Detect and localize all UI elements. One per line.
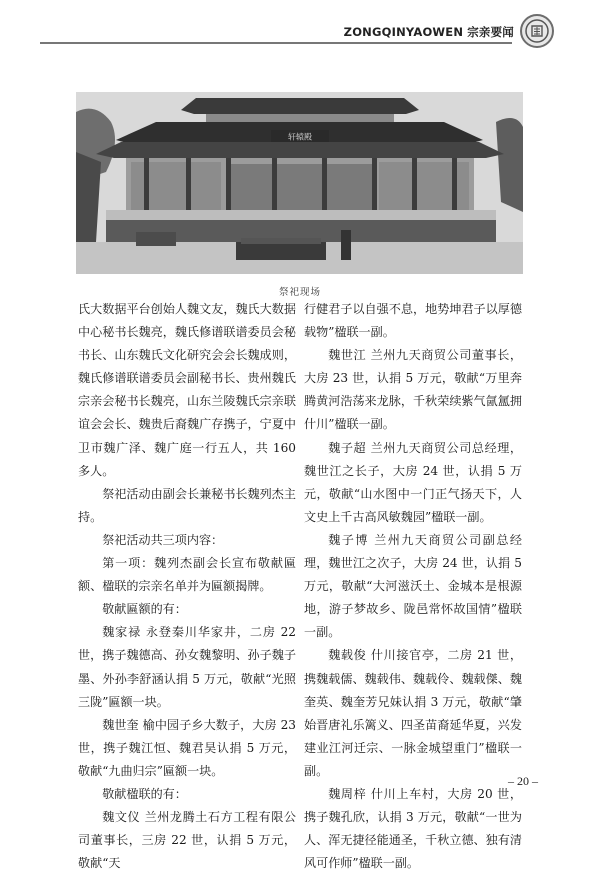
article-paragraph: 祭祀活动由副会长兼秘书长魏列杰主持。 — [78, 486, 296, 524]
left-text-column — [78, 298, 296, 875]
header-title-chinese: 宗亲要闻 — [467, 25, 514, 39]
article-paragraph: 魏载俊 什川接官亭，二房 21 世，携魏载儒、魏载伟、魏载伶、魏载傑、魏奎英、魏奎芳兄妹认捐 3 万元，敬献“肇始晋唐礼乐篱义、四圣苗裔延华夏，兴发建业江河迁宗、一脉金城望重门”楹联一副。 — [304, 648, 522, 778]
hall-plaque: 轩辕殿 — [288, 132, 312, 142]
article-paragraph: 行健君子以自强不息，地势坤君子以厚德载物”楹联一副。 — [304, 302, 522, 340]
article-paragraph: 敬献楹联的有： — [102, 786, 187, 801]
article-paragraph: 魏子博 兰州九天商贸公司副总经理，魏世江之次子，大房 24 世，认捐 5 万元，敬献“大河滋沃土、金城本是根源地，游子梦故乡、陇邑常怀故国情”楹联一副。 — [304, 532, 522, 640]
header-rule — [40, 42, 512, 44]
article-paragraph: 魏世奎 榆中园子乡大数子，大房 23 世，携子魏江恒、魏君昊认捐 5 万元，敬献“九曲归宗”匾额一块。 — [78, 717, 296, 778]
article-paragraph: 魏家禄 永登秦川华家井，二房 22 世，携子魏德高、孙女魏黎明、孙子魏子墨、外孙李舒涵认捐 5 万元，敬献“光照三陇”匾额一块。 — [78, 625, 296, 709]
ceremony-photo — [76, 92, 523, 274]
seal-emblem-icon — [520, 14, 554, 48]
article-paragraph: 魏文仪 兰州龙腾土石方工程有限公司董事长，三房 22 世，认捐 5 万元，敬献“天 — [78, 810, 296, 871]
article-paragraph: 魏世江 兰州九天商贸公司董事长，大房 23 世，认捐 5 万元，敬献“万里奔腾黄河浩荡来龙脉，千秋荣续紫气氤氲拥什川”楹联一副。 — [304, 348, 522, 432]
article-paragraph: 敬献匾额的有： — [102, 602, 187, 617]
article-paragraph: 第一项：魏列杰副会长宣布敬献匾额、楹联的宗亲名单并为匾额揭牌。 — [78, 556, 296, 594]
page-number: – 20 – — [508, 774, 538, 788]
article-paragraph: 魏子超 兰州九天商贸公司总经理，魏世江之长子，大房 24 世，认捐 5 万元，敬献“山水图中一门正气扬天下，人文史上千古高风敏魏园”楹联一副。 — [304, 440, 522, 524]
header-title-latin: ZONGQINYAOWEN — [343, 25, 464, 39]
photo-caption: 祭祀现场 — [278, 287, 321, 298]
article-paragraph: 魏周梓 什川上车村，大房 20 世，携子魏孔欣，认捐 3 万元，敬献“一世为人、浑无捷径能通圣，千秋立德、独有清风可作师”楹联一副。 — [304, 786, 522, 871]
article-paragraph: 氏大数据平台创始人魏文友，魏氏大数据中心秘书长魏亮，魏氏修谱联谱委员会秘书长、山东魏氏文化研究会会长魏成则，魏氏修谱联谱委员会副秘书长、贵州魏氏宗亲会秘书长魏亮，山东兰陵魏氏宗亲联谊会会长、魏贵后裔魏广存携子，宁夏中卫市魏广泽、魏广庭一行五人，共 160 多人。 — [78, 302, 296, 478]
article-paragraph: 祭祀活动共三项内容： — [102, 532, 224, 547]
section-header — [344, 24, 514, 40]
right-text-column — [304, 298, 522, 875]
